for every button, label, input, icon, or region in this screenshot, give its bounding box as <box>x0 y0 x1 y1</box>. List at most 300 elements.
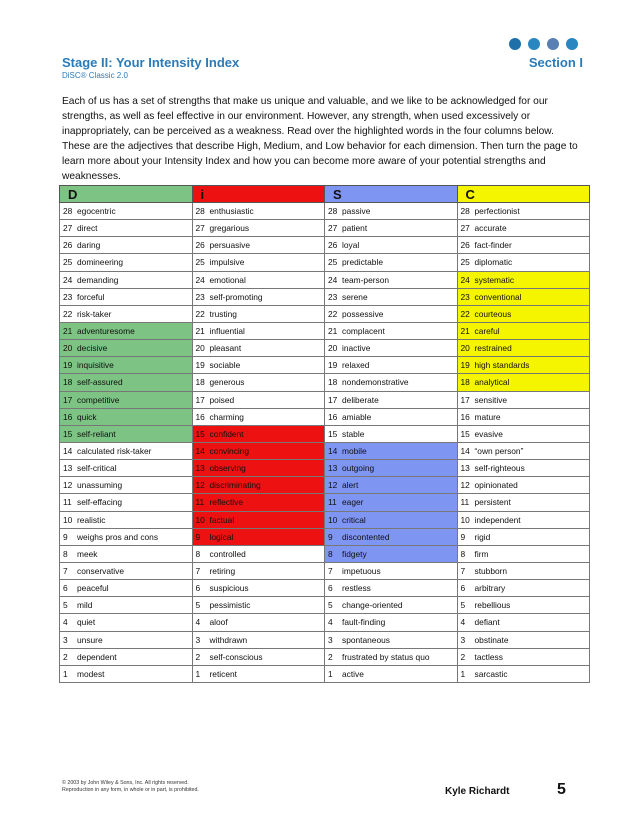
cell-s <box>325 494 458 511</box>
level-number: 22 <box>63 308 73 319</box>
cell-s <box>325 477 458 494</box>
level-number: 14 <box>63 446 73 457</box>
cell-i <box>192 288 325 305</box>
level-number: 27 <box>195 223 205 234</box>
cell-i <box>192 597 325 614</box>
table-row <box>60 562 590 579</box>
adjective: alert <box>342 480 359 491</box>
level-number: 21 <box>195 326 205 337</box>
table-row <box>60 220 590 237</box>
table-row <box>60 442 590 459</box>
adjective: pleasant <box>209 343 242 354</box>
cell-i <box>192 648 325 665</box>
adjective: self-righteous <box>474 463 525 474</box>
adjective: self-conscious <box>209 651 263 662</box>
level-number: 9 <box>460 531 466 542</box>
level-number: 7 <box>460 566 466 577</box>
adjective: change-oriented <box>342 600 403 611</box>
cell-c <box>457 374 590 391</box>
table-row <box>60 597 590 614</box>
adjective: arbitrary <box>474 583 506 594</box>
level-number: 27 <box>460 223 470 234</box>
level-number: 12 <box>460 480 470 491</box>
cell-c <box>457 648 590 665</box>
cell-s <box>325 305 458 322</box>
adjective: restless <box>342 583 371 594</box>
level-number: 12 <box>63 480 73 491</box>
level-number: 25 <box>328 257 338 268</box>
cell-s <box>325 425 458 442</box>
column-header-c: C <box>457 186 590 203</box>
adjective: risk-taker <box>77 308 112 319</box>
level-number: 27 <box>328 223 338 234</box>
adjective: reflective <box>209 497 244 508</box>
dot-3 <box>547 38 559 50</box>
level-number: 2 <box>195 651 201 662</box>
adjective: sociable <box>209 360 241 371</box>
level-number: 21 <box>63 326 73 337</box>
adjective: frustrated by status quo <box>342 651 430 662</box>
level-number: 21 <box>328 326 338 337</box>
cell-d <box>60 425 193 442</box>
level-number: 16 <box>63 411 73 422</box>
cell-c <box>457 305 590 322</box>
level-number: 24 <box>63 274 73 285</box>
level-number: 6 <box>328 583 333 594</box>
level-number: 1 <box>63 668 68 679</box>
adjective: diplomatic <box>474 257 513 268</box>
table-row <box>60 425 590 442</box>
adjective: weighs pros and cons <box>77 531 159 542</box>
author-name: Kyle Richardt <box>445 786 510 797</box>
adjective: self-reliant <box>77 428 116 439</box>
adjective: sarcastic <box>474 668 508 679</box>
cell-c <box>457 425 590 442</box>
cell-d <box>60 391 193 408</box>
cell-i <box>192 220 325 237</box>
level-number: 6 <box>63 583 68 594</box>
cell-s <box>325 288 458 305</box>
adjective: demanding <box>77 274 119 285</box>
cell-d <box>60 580 193 597</box>
adjective: observing <box>209 463 246 474</box>
level-number: 8 <box>328 548 333 559</box>
level-number: 5 <box>328 600 333 611</box>
adjective: dependent <box>77 651 117 662</box>
cell-c <box>457 391 590 408</box>
level-number: 7 <box>328 566 333 577</box>
level-number: 6 <box>195 583 201 594</box>
cell-d <box>60 442 193 459</box>
level-number: 20 <box>460 343 470 354</box>
cell-i <box>192 442 325 459</box>
level-number: 14 <box>195 446 205 457</box>
level-number: 9 <box>63 531 68 542</box>
level-number: 3 <box>195 634 201 645</box>
adjective: active <box>342 668 364 679</box>
adjective: stubborn <box>474 566 508 577</box>
adjective: mature <box>474 411 501 422</box>
adjective: impetuous <box>342 566 381 577</box>
cell-d <box>60 374 193 391</box>
level-number: 23 <box>195 291 205 302</box>
cell-i <box>192 580 325 597</box>
table-row <box>60 477 590 494</box>
adjective: complacent <box>342 326 385 337</box>
adjective: withdrawn <box>209 634 248 645</box>
cell-d <box>60 477 193 494</box>
level-number: 26 <box>195 240 205 251</box>
adjective: passive <box>342 206 371 217</box>
cell-s <box>325 648 458 665</box>
level-number: 18 <box>195 377 205 388</box>
cell-c <box>457 614 590 631</box>
adjective: daring <box>77 240 101 251</box>
level-number: 5 <box>195 600 201 611</box>
level-number: 21 <box>460 326 470 337</box>
adjective: nondemonstrative <box>342 377 409 388</box>
level-number: 19 <box>328 360 338 371</box>
level-number: 19 <box>195 360 205 371</box>
cell-c <box>457 665 590 682</box>
cell-c <box>457 322 590 339</box>
adjective: enthusiastic <box>209 206 254 217</box>
dot-1 <box>509 38 521 50</box>
cell-i <box>192 237 325 254</box>
cell-s <box>325 357 458 374</box>
table-row <box>60 374 590 391</box>
cell-c <box>457 220 590 237</box>
level-number: 22 <box>328 308 338 319</box>
adjective: inquisitive <box>77 360 114 371</box>
adjective: pessimistic <box>209 600 251 611</box>
cell-d <box>60 614 193 631</box>
page-title: Stage II: Your Intensity Index <box>62 55 240 70</box>
adjective: self-critical <box>77 463 117 474</box>
cell-d <box>60 545 193 562</box>
cell-i <box>192 562 325 579</box>
cell-s <box>325 254 458 271</box>
adjective: confident <box>209 428 244 439</box>
adjective: courteous <box>474 308 512 319</box>
cell-i <box>192 460 325 477</box>
level-number: 25 <box>195 257 205 268</box>
adjective: spontaneous <box>342 634 390 645</box>
adjective: unsure <box>77 634 103 645</box>
level-number: 17 <box>460 394 470 405</box>
level-number: 9 <box>195 531 201 542</box>
adjective: analytical <box>474 377 510 388</box>
level-number: 4 <box>460 617 466 628</box>
cell-i <box>192 322 325 339</box>
adjective: fault-finding <box>342 617 386 628</box>
adjective: forceful <box>77 291 105 302</box>
adjective: quick <box>77 411 97 422</box>
cell-c <box>457 203 590 220</box>
cell-s <box>325 408 458 425</box>
cell-s <box>325 391 458 408</box>
adjective: discontented <box>342 531 390 542</box>
cell-c <box>457 408 590 425</box>
adjective: trusting <box>209 308 237 319</box>
cell-s <box>325 511 458 528</box>
level-number: 14 <box>328 446 338 457</box>
level-number: 22 <box>195 308 205 319</box>
adjective: meek <box>77 548 98 559</box>
adjective: influential <box>209 326 245 337</box>
adjective: rebellious <box>474 600 511 611</box>
adjective: patient <box>342 223 368 234</box>
cell-i <box>192 271 325 288</box>
adjective: reticent <box>209 668 237 679</box>
cell-c <box>457 288 590 305</box>
adjective: calculated risk-taker <box>77 446 152 457</box>
cell-c <box>457 237 590 254</box>
table-row <box>60 357 590 374</box>
cell-i <box>192 408 325 425</box>
intensity-index-table <box>59 185 590 683</box>
adjective: domineering <box>77 257 124 268</box>
cell-s <box>325 528 458 545</box>
cell-d <box>60 597 193 614</box>
cell-c <box>457 562 590 579</box>
cell-s <box>325 322 458 339</box>
cell-s <box>325 340 458 357</box>
adjective: gregarious <box>209 223 250 234</box>
level-number: 3 <box>328 634 333 645</box>
table-row <box>60 237 590 254</box>
copyright-line-1: © 2003 by John Wiley & Sons, Inc. All rights reserved. <box>62 780 189 786</box>
level-number: 26 <box>328 240 338 251</box>
cell-s <box>325 220 458 237</box>
level-number: 25 <box>63 257 73 268</box>
table-row <box>60 203 590 220</box>
adjective: deliberate <box>342 394 379 405</box>
adjective: opinionated <box>474 480 518 491</box>
level-number: 18 <box>63 377 73 388</box>
level-number: 3 <box>460 634 466 645</box>
cell-s <box>325 631 458 648</box>
level-number: 26 <box>460 240 470 251</box>
cell-i <box>192 511 325 528</box>
adjective: team-person <box>342 274 390 285</box>
adjective: quiet <box>77 617 96 628</box>
adjective: persuasive <box>209 240 251 251</box>
adjective: self-assured <box>77 377 123 388</box>
copyright-notice <box>62 780 199 794</box>
table-row <box>60 528 590 545</box>
cell-d <box>60 340 193 357</box>
cell-s <box>325 203 458 220</box>
level-number: 5 <box>63 600 68 611</box>
cell-i <box>192 254 325 271</box>
adjective: stable <box>342 428 365 439</box>
level-number: 13 <box>195 463 205 474</box>
cell-d <box>60 648 193 665</box>
page-subtitle: DiSC® Classic 2.0 <box>62 71 128 80</box>
level-number: 15 <box>328 428 338 439</box>
cell-i <box>192 425 325 442</box>
cell-i <box>192 614 325 631</box>
cell-s <box>325 237 458 254</box>
adjective: aloof <box>209 617 228 628</box>
table-row <box>60 545 590 562</box>
adjective: defiant <box>474 617 500 628</box>
cell-d <box>60 288 193 305</box>
level-number: 16 <box>460 411 470 422</box>
table-row <box>60 648 590 665</box>
level-number: 28 <box>328 206 338 217</box>
cell-c <box>457 460 590 477</box>
level-number: 19 <box>460 360 470 371</box>
adjective: predictable <box>342 257 383 268</box>
cell-i <box>192 357 325 374</box>
level-number: 7 <box>195 566 201 577</box>
dot-4 <box>566 38 578 50</box>
table-row <box>60 340 590 357</box>
cell-d <box>60 322 193 339</box>
adjective: decisive <box>77 343 108 354</box>
page-number: 5 <box>557 781 566 798</box>
level-number: 11 <box>328 497 337 508</box>
level-number: 10 <box>328 514 338 525</box>
cell-c <box>457 442 590 459</box>
level-number: 20 <box>63 343 73 354</box>
adjective: mild <box>77 600 93 611</box>
adjective: careful <box>474 326 500 337</box>
level-number: 5 <box>460 600 466 611</box>
level-number: 2 <box>63 651 68 662</box>
adjective: tactless <box>474 651 503 662</box>
column-header-s: S <box>325 186 458 203</box>
cell-c <box>457 597 590 614</box>
adjective: self-effacing <box>77 497 123 508</box>
adjective: perfectionist <box>474 206 520 217</box>
level-number: 6 <box>460 583 466 594</box>
cell-c <box>457 511 590 528</box>
cell-i <box>192 374 325 391</box>
adjective: possessive <box>342 308 384 319</box>
intro-paragraph: Each of us has a set of strengths that make us unique and valuable, and we like to be acknowledged for our strengths, as well as feel effective in our environment. However, any strength, when used excessively or inappropriately, can be perceived as a weakness. Read over the highlighted words in the four columns below. These are the adjectives that describe High, Medium, and Low behavior for each dimension. Then turn the page to learn more about your Intensity Index and how you can become more aware of your potential strengths and weaknesses. <box>62 96 578 182</box>
level-number: 22 <box>460 308 470 319</box>
adjective: rigid <box>474 531 491 542</box>
adjective: competitive <box>77 394 120 405</box>
cell-i <box>192 305 325 322</box>
cell-d <box>60 237 193 254</box>
level-number: 10 <box>460 514 470 525</box>
cell-c <box>457 494 590 511</box>
cell-i <box>192 665 325 682</box>
table-row <box>60 271 590 288</box>
cell-c <box>457 357 590 374</box>
level-number: 15 <box>460 428 470 439</box>
adjective: convincing <box>209 446 250 457</box>
adjective: evasive <box>474 428 503 439</box>
adjective: charming <box>209 411 244 422</box>
table-row <box>60 665 590 682</box>
level-number: 13 <box>460 463 470 474</box>
adjective: fidgety <box>342 548 367 559</box>
level-number: 11 <box>195 497 205 508</box>
level-number: 15 <box>195 428 205 439</box>
adjective: direct <box>77 223 98 234</box>
adjective: restrained <box>474 343 512 354</box>
adjective: outgoing <box>342 463 375 474</box>
adjective: conservative <box>77 566 125 577</box>
cell-c <box>457 528 590 545</box>
level-number: 24 <box>460 274 470 285</box>
cell-s <box>325 597 458 614</box>
level-number: 2 <box>460 651 466 662</box>
level-number: 19 <box>63 360 73 371</box>
level-number: 24 <box>195 274 205 285</box>
adjective: unassuming <box>77 480 123 491</box>
level-number: 23 <box>63 291 73 302</box>
copyright-line-2: Reproduction in any form, in whole or in part, is prohibited. <box>62 787 199 793</box>
adjective: retiring <box>209 566 236 577</box>
cell-d <box>60 408 193 425</box>
table-row <box>60 288 590 305</box>
table-row <box>60 511 590 528</box>
cell-s <box>325 580 458 597</box>
cell-c <box>457 580 590 597</box>
level-number: 8 <box>63 548 68 559</box>
cell-d <box>60 494 193 511</box>
section-label: Section I <box>528 55 583 70</box>
adjective: sensitive <box>474 394 508 405</box>
adjective: emotional <box>209 274 246 285</box>
cell-i <box>192 391 325 408</box>
table-row <box>60 631 590 648</box>
adjective: “own person” <box>474 446 524 457</box>
adjective: poised <box>209 394 235 405</box>
level-number: 26 <box>63 240 73 251</box>
level-number: 20 <box>195 343 205 354</box>
table-row <box>60 580 590 597</box>
cell-i <box>192 545 325 562</box>
cell-d <box>60 665 193 682</box>
column-header-d: D <box>60 186 193 203</box>
cell-d <box>60 528 193 545</box>
adjective: persistent <box>474 497 511 508</box>
adjective: egocentric <box>77 206 116 217</box>
table-header-row <box>60 186 590 203</box>
cell-c <box>457 545 590 562</box>
cell-s <box>325 374 458 391</box>
level-number: 1 <box>460 668 466 679</box>
level-number: 17 <box>328 394 338 405</box>
adjective: suspicious <box>209 583 249 594</box>
cell-d <box>60 254 193 271</box>
level-number: 20 <box>328 343 338 354</box>
level-number: 10 <box>195 514 205 525</box>
cell-d <box>60 220 193 237</box>
level-number: 27 <box>63 223 73 234</box>
level-number: 25 <box>460 257 470 268</box>
adjective: obstinate <box>474 634 509 645</box>
cell-d <box>60 460 193 477</box>
table-row <box>60 408 590 425</box>
level-number: 8 <box>195 548 201 559</box>
cell-d <box>60 271 193 288</box>
table-row <box>60 460 590 477</box>
level-number: 4 <box>328 617 333 628</box>
level-number: 13 <box>328 463 338 474</box>
level-number: 1 <box>328 668 333 679</box>
level-number: 8 <box>460 548 466 559</box>
level-number: 10 <box>63 514 73 525</box>
level-number: 11 <box>63 497 72 508</box>
